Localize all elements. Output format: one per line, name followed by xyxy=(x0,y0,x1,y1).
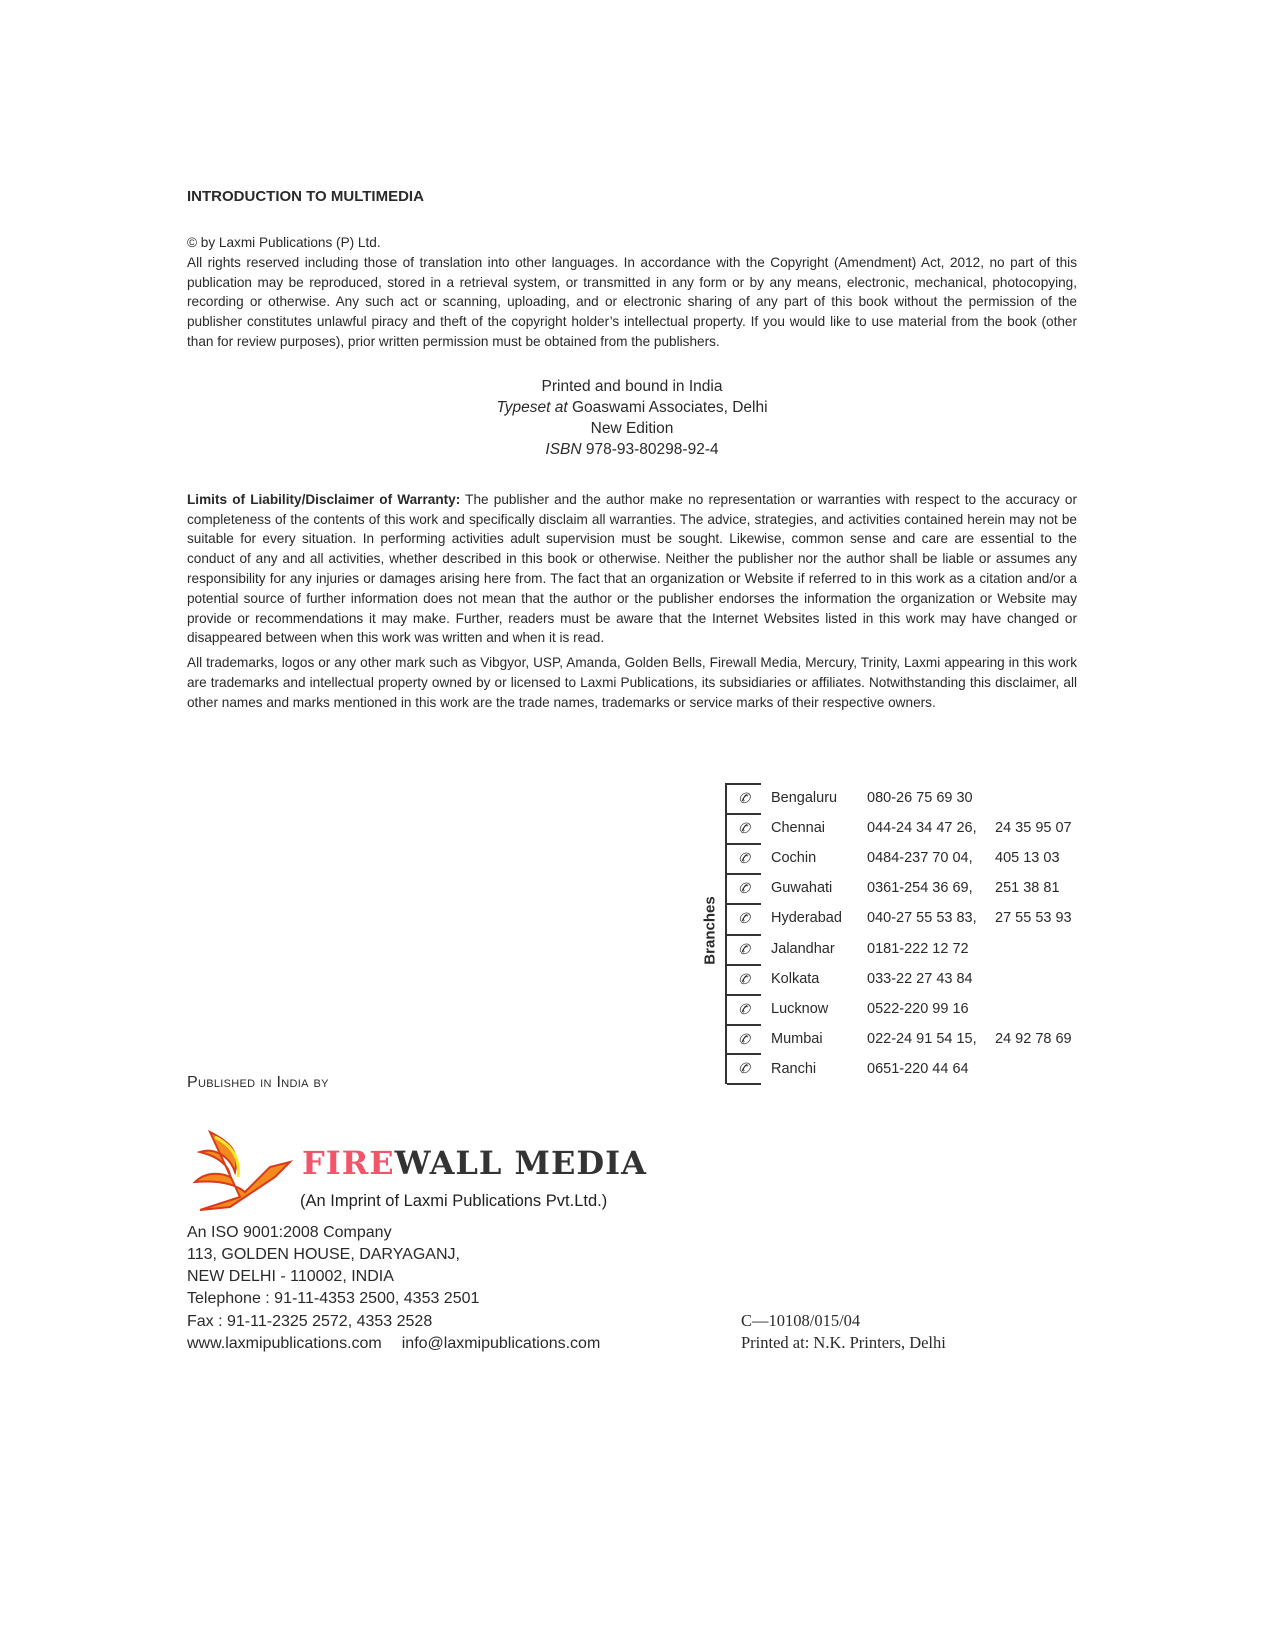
phone-icon: ✆ xyxy=(727,994,761,1024)
branch-row xyxy=(727,783,1085,813)
branch-phone: 0181-222 12 72 xyxy=(867,940,969,957)
typeset-value: Goaswami Associates, Delhi xyxy=(567,398,768,416)
branch-city: Guwahati xyxy=(771,880,833,897)
logo-fire: FIRE xyxy=(302,1143,395,1182)
typeset-label: Typeset at xyxy=(496,398,568,416)
isbn-label: ISBN xyxy=(545,440,582,458)
branch-row xyxy=(727,903,1085,933)
phone-icon: ✆ xyxy=(727,873,761,903)
copyright-line: © by Laxmi Publications (P) Ltd. xyxy=(187,235,381,250)
copyright-block xyxy=(187,233,1077,352)
branch-row xyxy=(727,873,1085,903)
fax-line: Fax : 91-11-2325 2572, 4353 2528 xyxy=(187,1312,433,1330)
branch-row xyxy=(727,1024,1085,1054)
publisher-address xyxy=(187,1222,600,1356)
trademarks-text: All trademarks, logos or any other mark such as Vibgyor, USP, Amanda, Golden Bells, Firewall Media, Mercury, Trinity, Laxmi appearing in this work are trademarks and intellectual property owned by or licensed to Laxmi Publications, its subsidiaries or affiliates. Notwithstanding this disclaimer, all other names and marks mentioned in this work are the trade names, trademarks or service marks of their respective owners. xyxy=(187,655,1077,710)
branches-label-wrap xyxy=(695,787,725,1087)
isbn-value: 978-93-80298-92-4 xyxy=(581,440,719,458)
branch-phone: 022-24 91 54 15, xyxy=(867,1031,977,1048)
phone-icon: ✆ xyxy=(727,964,761,994)
phone-icon: ✆ xyxy=(727,843,761,873)
book-code: C—10108/015/04 xyxy=(741,1310,861,1330)
branch-city: Jalandhar xyxy=(771,940,835,957)
edition: New Edition xyxy=(590,419,674,437)
branch-city: Lucknow xyxy=(771,1000,829,1017)
branch-phone: 0522-220 99 16 xyxy=(867,1000,969,1017)
branch-row xyxy=(727,933,1085,963)
branch-city: Hyderabad xyxy=(771,910,842,927)
branch-phone-alt: 24 35 95 07 xyxy=(995,819,1072,836)
address-line: 113, GOLDEN HOUSE, DARYAGANJ, xyxy=(187,1245,460,1263)
branch-row xyxy=(727,964,1085,994)
imprint-block xyxy=(432,376,832,460)
branch-phone: 033-22 27 43 84 xyxy=(867,970,973,987)
branch-phone-alt: 251 38 81 xyxy=(995,880,1060,897)
branch-phone-alt: 405 13 03 xyxy=(995,850,1060,867)
logo-imprint: (An Imprint of Laxmi Publications Pvt.Ltd.) xyxy=(300,1191,608,1210)
address-line: NEW DELHI - 110002, INDIA xyxy=(187,1268,394,1286)
branch-phone-alt: 27 55 53 93 xyxy=(995,910,1072,927)
phone-icon: ✆ xyxy=(727,903,761,933)
printed-line: Printed and bound in India xyxy=(541,377,723,395)
copyright-text: All rights reserved including those of translation into other languages. In accordance with the Copyright (Amendment) Act, 2012, no part of this publication may be reproduced, stored in a retrieval system, or transmitted in any form or by any means, electronic, mechanical, photocopying, recording or otherwise. Any such act or scanning, uploading, and or electronic sharing of any part of this book without the permission of the publisher constitutes unlawful piracy and theft of the copyright holder’s intellectual property. If you would like to use material from the book (other than for review purposes), prior written permission must be obtained from the publishers. xyxy=(187,254,1077,349)
phoenix-icon xyxy=(190,1122,300,1212)
branches-table xyxy=(725,783,1085,1085)
branch-phone: 0651-220 44 64 xyxy=(867,1061,969,1078)
branch-phone: 044-24 34 47 26, xyxy=(867,819,977,836)
published-by: Published in India by xyxy=(187,1073,329,1091)
book-title: INTRODUCTION TO MULTIMEDIA xyxy=(187,188,424,205)
phone-icon: ✆ xyxy=(727,934,761,964)
branch-city: Mumbai xyxy=(771,1031,823,1048)
branch-city: Ranchi xyxy=(771,1061,817,1078)
branch-city: Cochin xyxy=(771,850,817,867)
page-content xyxy=(187,188,1077,1363)
email-link[interactable]: info@laxmipublications.com xyxy=(401,1335,601,1353)
printer: Printed at: N.K. Printers, Delhi xyxy=(741,1333,946,1353)
phone-icon: ✆ xyxy=(727,783,761,813)
branch-row xyxy=(727,1054,1085,1084)
branch-phone: 080-26 75 69 30 xyxy=(867,789,973,806)
printer-info xyxy=(741,1310,946,1355)
branch-city: Bengaluru xyxy=(771,789,838,806)
disclaimer-block xyxy=(187,490,1077,713)
branches-label: Branches xyxy=(701,895,719,965)
disclaimer-label: Limits of Liability/Disclaimer of Warranty: xyxy=(187,491,461,507)
branch-phone: 0361-254 36 69, xyxy=(867,880,973,897)
branch-row xyxy=(727,843,1085,873)
branch-phone: 040-27 55 53 83, xyxy=(867,910,977,927)
lower-section xyxy=(187,783,1077,1363)
phone-icon: ✆ xyxy=(727,813,761,843)
branch-phone-alt: 24 92 78 69 xyxy=(995,1031,1072,1048)
address-line: An ISO 9001:2008 Company xyxy=(187,1223,392,1241)
branch-city: Chennai xyxy=(771,819,826,836)
branch-phone: 0484-237 70 04, xyxy=(867,850,973,867)
branch-city: Kolkata xyxy=(771,970,820,987)
logo-wall-media: WALL MEDIA xyxy=(394,1143,647,1182)
branch-row xyxy=(727,994,1085,1024)
phone-icon: ✆ xyxy=(727,1053,761,1085)
phone-icon: ✆ xyxy=(727,1024,761,1054)
website-link[interactable]: www.laxmipublications.com xyxy=(187,1335,382,1353)
telephone-line: Telephone : 91-11-4353 2500, 4353 2501 xyxy=(187,1290,480,1308)
firewall-media-logo xyxy=(190,1122,647,1217)
disclaimer-text: The publisher and the author make no representation or warranties with respect to the accuracy or completeness of the contents of this work and specifically disclaim all warranties. The advice, strategies, and activities contained herein may not be suitable for every situation. In performing activities adult supervision must be sought. Likewise, common sense and care are essential to the conduct of any and all activities, whether described in this book or otherwise. Neither the publisher nor the author shall be liable or assumes any responsibility for any injuries or damages arising here from. The fact that an organization or Website if referred to in this work as a citation and/or a potential source of further information does not mean that the author or the publisher endorses the information the organization or Website may provide or recommendations it may make. Further, readers must be aware that the Internet Websites listed in this work may have changed or disappeared between when this work was written and when it is read. xyxy=(187,491,1077,646)
branch-row xyxy=(727,813,1085,843)
